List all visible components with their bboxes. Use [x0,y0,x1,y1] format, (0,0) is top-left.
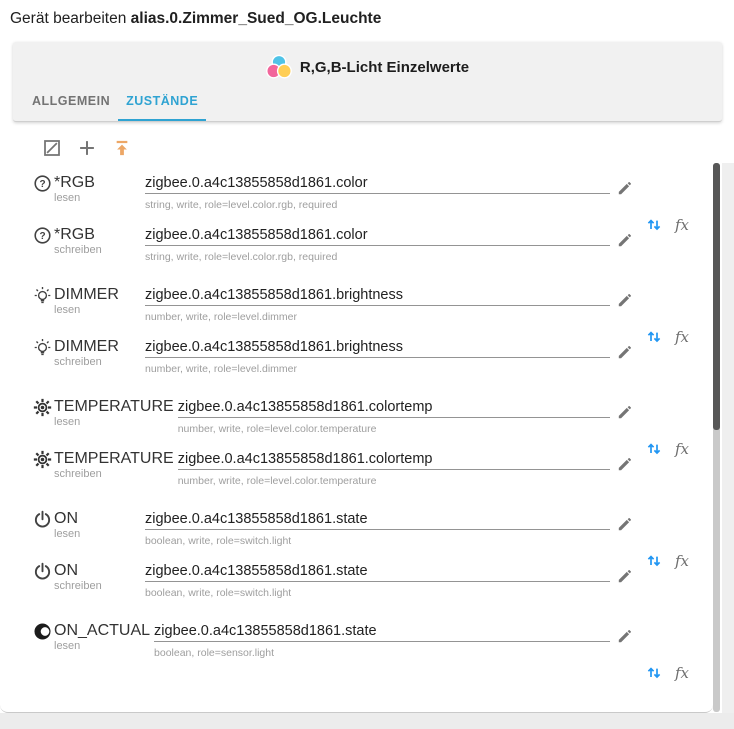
edit-square-icon[interactable] [42,138,62,158]
state-direction: lesen [54,416,81,428]
state-row-on-schreiben [33,561,634,601]
edit-icon[interactable] [616,455,634,473]
function-icon[interactable]: fx [675,328,690,346]
help-icon [33,226,52,245]
power-icon [33,510,52,529]
state-name: *RGB [54,174,95,191]
edit-icon[interactable] [616,515,634,533]
object-id-helper: string, write, role=level.color.rgb, required [145,251,338,263]
state-name: *RGB [54,226,95,243]
state-group-dimmer [33,285,690,377]
object-id-helper: boolean, role=sensor.light [154,647,274,659]
state-group-rgb [33,173,690,265]
state-name: DIMMER [54,338,119,355]
state-row-temperature-schreiben [33,449,634,489]
power-icon [33,562,52,581]
add-icon[interactable] [77,138,97,158]
edit-icon[interactable] [616,343,634,361]
brightness-bulb-icon [33,338,52,357]
function-icon[interactable]: fx [675,552,690,570]
object-id-input[interactable]: zigbee.0.a4c13855858d1861.state [154,621,610,642]
card-header [13,42,722,80]
help-icon [33,174,52,193]
state-row-rgb-lesen [33,173,634,213]
swap-read-write-icon[interactable] [646,216,662,234]
object-id-helper: number, write, role=level.color.temperature [177,475,377,487]
state-name: TEMPERATURE [54,450,174,467]
state-direction: schreiben [54,468,102,480]
function-icon[interactable]: fx [675,216,690,234]
scrollbar-thumb[interactable] [713,163,720,430]
state-direction: lesen [54,640,81,652]
function-icon[interactable]: fx [675,664,690,682]
sun-icon [33,398,52,417]
rgb-circles-icon [266,54,292,80]
tab-bar [24,81,206,121]
state-row-on-actual-lesen [33,621,634,661]
brightness-bulb-icon [33,286,52,305]
object-id-input[interactable]: zigbee.0.a4c13855858d1861.brightness [145,337,610,358]
edit-icon[interactable] [616,291,634,309]
tab-allgemein[interactable]: ALLGEMEIN [32,94,111,108]
state-direction: lesen [54,304,81,316]
upload-icon[interactable] [112,138,132,158]
state-name: TEMPERATURE [54,398,174,415]
object-id-helper: number, write, role=level.dimmer [145,311,298,323]
object-id-input[interactable]: zigbee.0.a4c13855858d1861.state [145,561,610,582]
state-row-dimmer-lesen [33,285,634,325]
object-id-helper: string, write, role=level.color.rgb, required [145,199,338,211]
state-row-dimmer-schreiben [33,337,634,377]
state-name: ON [54,562,78,579]
swap-read-write-icon[interactable] [646,440,662,458]
state-direction: schreiben [54,356,102,368]
function-icon[interactable]: fx [675,440,690,458]
object-id-helper: boolean, write, role=switch.light [145,535,292,547]
state-name: DIMMER [54,286,119,303]
backdrop-bottom [0,713,734,729]
swap-read-write-icon[interactable] [646,552,662,570]
state-direction: schreiben [54,244,102,256]
state-direction: lesen [54,192,81,204]
edit-icon[interactable] [616,179,634,197]
object-id-helper: number, write, role=level.dimmer [145,363,298,375]
swap-read-write-icon[interactable] [646,664,662,682]
state-direction: lesen [54,528,81,540]
object-id-input[interactable]: zigbee.0.a4c13855858d1861.brightness [145,285,610,306]
edit-icon[interactable] [616,403,634,421]
state-row-on-lesen [33,509,634,549]
state-group-temperature [33,397,690,489]
device-id: alias.0.Zimmer_Sued_OG.Leuchte [130,10,382,27]
state-direction: schreiben [54,580,102,592]
page-title-prefix: Gerät bearbeiten [10,10,131,27]
state-name: ON [54,510,78,527]
object-id-input[interactable]: zigbee.0.a4c13855858d1861.colortemp [178,449,610,470]
state-group-on [33,509,690,601]
object-id-input[interactable]: zigbee.0.a4c13855858d1861.colortemp [178,397,610,418]
object-id-input[interactable]: zigbee.0.a4c13855858d1861.color [145,173,610,194]
state-name: ON_ACTUAL [54,622,151,639]
object-id-helper: number, write, role=level.color.temperature [177,423,377,435]
object-id-input[interactable]: zigbee.0.a4c13855858d1861.color [145,225,610,246]
page-title [10,10,381,28]
tab-zustaende[interactable]: ZUSTÄNDE [118,81,206,121]
edit-icon[interactable] [616,627,634,645]
states-toolbar [42,138,132,158]
state-group-on-actual [33,621,690,682]
sun-icon [33,450,52,469]
edit-icon[interactable] [616,567,634,585]
object-id-helper: boolean, write, role=switch.light [145,587,292,599]
svg-text:?: ? [39,179,46,191]
object-id-input[interactable]: zigbee.0.a4c13855858d1861.state [145,509,610,530]
swap-read-write-icon[interactable] [646,328,662,346]
state-row-temperature-lesen [33,397,634,437]
backdrop-right [722,163,734,729]
state-row-rgb-schreiben [33,225,634,265]
toggle-circle-icon [33,622,52,641]
svg-text:?: ? [39,231,46,243]
states-list [0,163,713,713]
card-title: R,G,B-Licht Einzelwerte [299,58,470,76]
device-header-card [13,42,722,122]
edit-icon[interactable] [616,231,634,249]
